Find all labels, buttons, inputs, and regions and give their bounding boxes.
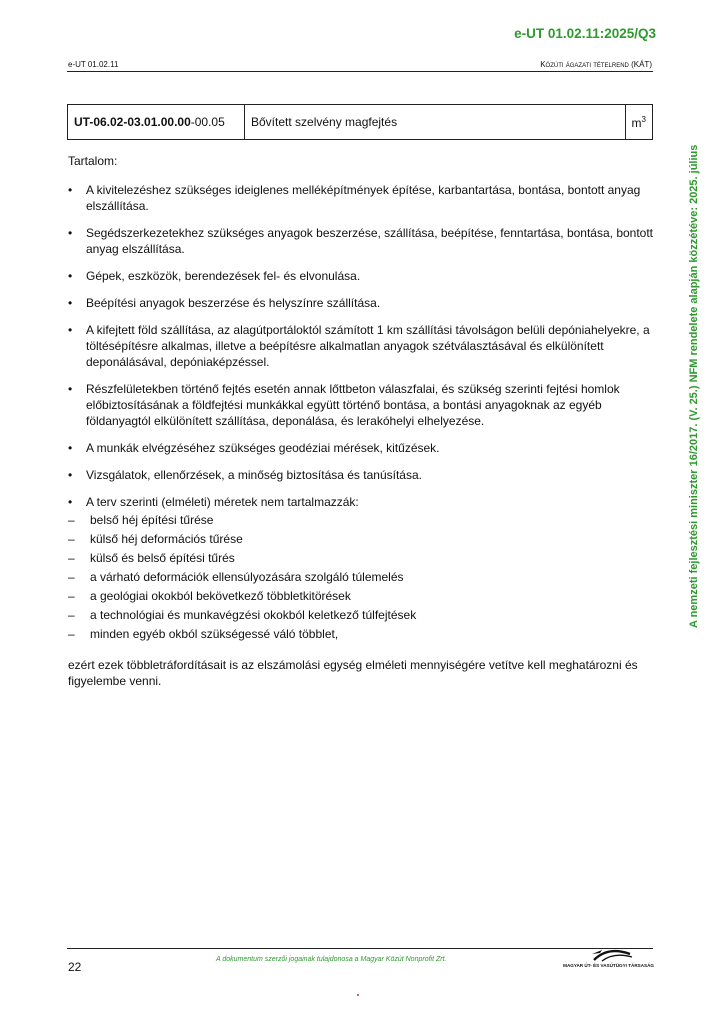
dash-item-text: külső héj deformációs tűrése [90,532,243,546]
dash-icon: – [68,608,75,622]
page-number: 22 [68,960,82,974]
dash-item [68,531,654,547]
company-logo [562,948,654,974]
bullet-icon: • [68,296,73,310]
stray-mark [357,994,359,996]
unit-base: m [631,115,642,130]
item-unit-cell [625,105,652,140]
dash-item-text: minden egyéb okból szükségessé váló többlet, [90,627,339,641]
list-item [68,295,654,311]
header-divider [67,71,653,72]
header-left-text: e-UT 01.02.11 [68,60,119,69]
bullet-icon: • [68,269,73,283]
list-item-text: Segédszerkezetekhez szükséges anyagok beszerzése, szállítása, beépítése, fenntartása, bontása, bontott anyag elszállítása. [86,226,654,256]
bullet-icon: • [68,226,73,240]
dash-item-text: külső és belső építési tűrés [90,551,235,565]
dash-item-text: belső héj építési tűrése [90,513,214,527]
dash-icon: – [68,513,75,527]
dash-icon: – [68,570,75,584]
publication-side-note: A nemzeti fejlesztési miniszter 16/2017. (V. 25.) NFM rendelete alapján közzétéve: 2025. július [688,144,700,628]
bullet-icon: • [68,441,73,455]
list-item [68,467,654,483]
list-item-text: Részfelületekben történő fejtés esetén annak lőttbeton válaszfalai, és szükség szerinti fejtési homlok előbiztosításának a földfejtési munkákkal együtt történő bontása, a bontási anyagoknak az egyéb földanyagtól elkülönített szállítása, deponálása, és lerakóhelyi elhelyezése. [86,382,620,428]
document-code: e-UT 01.02.11:2025/Q3 [514,26,656,41]
list-item-text: A kivitelezéshez szükséges ideiglenes melléképítmények építése, karbantartása, bontása, bontott anyag elszállítása. [86,183,641,213]
list-item-text: A munkák elvégzéséhez szükséges geodéziai mérések, kitűzések. [86,441,440,455]
dash-item [68,569,654,585]
bullet-icon: • [68,183,73,197]
bullet-icon: • [68,495,73,509]
item-name: Bővített szelvény magfejtés [251,115,398,129]
dash-icon: – [68,551,75,565]
content-bullet-list [68,182,654,510]
dash-item [68,550,654,566]
closing-paragraph: ezért ezek többletráfordításait is az elszámolási egység elméleti mennyiségére vetítve kell meghatározni és figyelembe venni. [68,658,638,688]
content-section [68,153,654,701]
list-item [68,381,654,429]
dash-item-text: a geológiai okokból bekövetkező többletkitörések [90,589,351,603]
content-heading: Tartalom: [68,154,118,168]
bullet-icon: • [68,382,73,396]
bullet-icon: • [68,323,73,337]
bullet-icon: • [68,468,73,482]
list-item-text: Gépek, eszközök, berendezések fel- és elvonulása. [86,269,361,283]
dash-item [68,512,654,528]
dash-icon: – [68,589,75,603]
dash-icon: – [68,627,75,641]
item-row [68,105,653,140]
list-item [68,225,654,257]
list-item [68,440,654,456]
dash-item [68,626,654,642]
dash-item-text: a technológiai és munkavégzési okokból keletkező túlfejtések [90,608,417,622]
logo-text: MAGYAR ÚT- ÉS VASÚTÜGYI TÁRSASÁG [563,963,654,968]
item-header-table [67,104,653,140]
list-item-text: Vizsgálatok, ellenőrzések, a minőség biztosítása és tanúsítása. [86,468,422,482]
list-item [68,268,654,284]
item-code-cell [68,105,245,140]
dash-icon: – [68,532,75,546]
list-item [68,182,654,214]
list-item [68,322,654,370]
list-item [68,494,654,510]
item-code-bold: UT-06.02-03.01.00.00 [74,115,191,129]
dash-item [68,607,654,623]
header-right-text: Közúti ágazati tételrend (KÁT) [540,60,652,69]
item-code-suffix: -00.05 [190,115,225,129]
dash-item-text: a várható deformációk ellensúlyozására szolgáló túlemelés [90,570,404,584]
dash-item [68,588,654,604]
exclusion-dash-list [68,512,654,642]
list-item-text: A kifejtett föld szállítása, az alagútportáloktól számított 1 km szállítási távolságon belüli depóniahelyekre, a töltésépítésre alkalmas, illetve a beépítésre alkalmatlan anyagok szétválasztásával és elkülönített deponálásával, depóniaképzéssel. [86,323,650,369]
logo-mark-icon [562,948,654,964]
item-name-cell [245,105,626,140]
list-item-text: Beépítési anyagok beszerzése és helyszínre szállítása. [86,296,381,310]
copyright-notice: A dokumentum szerzői jogainak tulajdonosa a Magyar Közút Nonprofit Zrt. [216,956,447,963]
list-item-text: A terv szerinti (elméleti) méretek nem tartalmazzák: [86,495,359,509]
unit-exponent: 3 [641,114,646,124]
